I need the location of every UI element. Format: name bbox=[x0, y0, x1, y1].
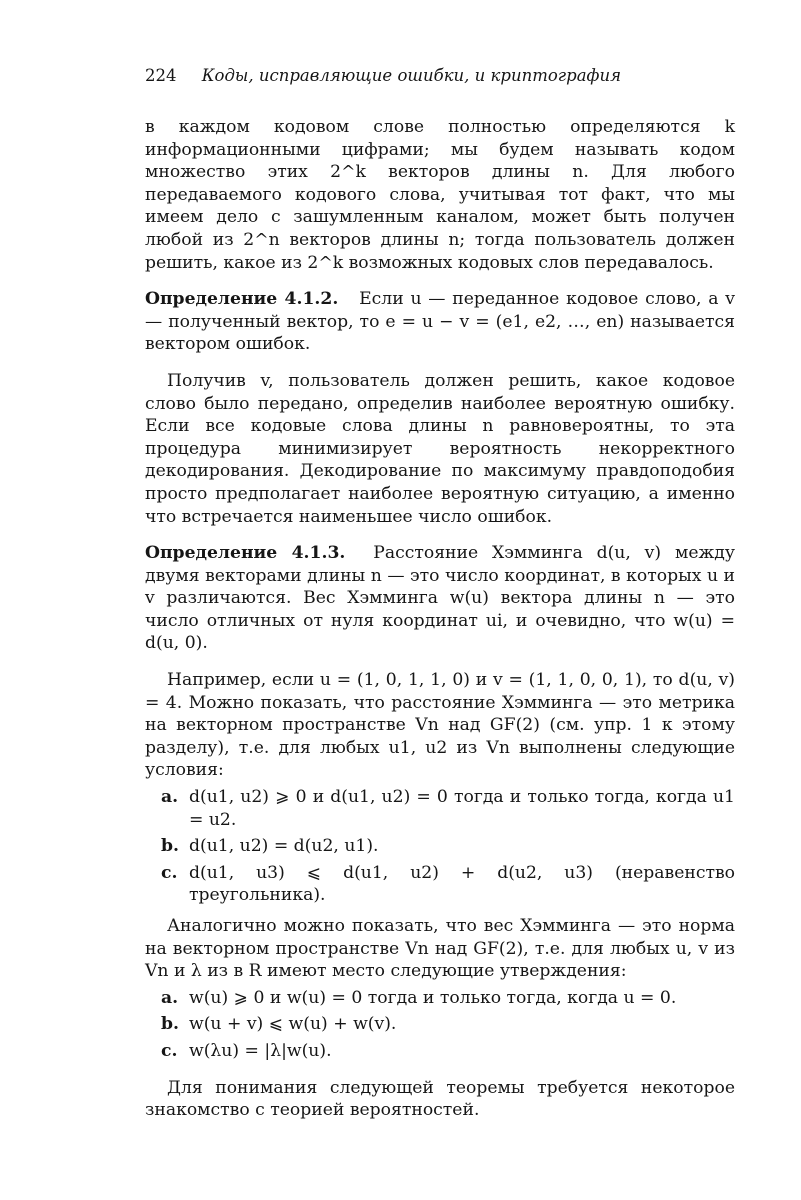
norm-conditions-list bbox=[161, 987, 735, 1063]
item-text: d(u1, u2) = d(u2, u1). bbox=[189, 836, 379, 857]
list-item bbox=[161, 786, 735, 831]
paragraph-decoding: Получив v, пользователь должен решить, какое кодовое слово было передано, определив наиболее вероятную ошибку. Если все кодовые слова длины n равновероятны, то эта процедура минимизирует вероятность некорректного декодирования. Декодирование по максимуму правдоподобия просто предполагает наиболее вероятную ситуацию, а именно что встречается наименьшее число ошибок. bbox=[145, 370, 735, 527]
item-marker: b. bbox=[161, 836, 180, 857]
item-text: w(u + v) ⩽ w(u) + w(v). bbox=[189, 1014, 397, 1035]
definition-label: Определение 4.1.2. bbox=[145, 289, 339, 310]
item-text: w(λu) = |λ|w(u). bbox=[189, 1040, 332, 1061]
paragraph-code-intro: в каждом кодовом слове полностью определяются k информационными цифрами; мы будем называть кодом множество этих 2^k векторов длины n. Для любого передаваемого кодового слова, учитывая тот факт, что мы имеем дело с зашумленным каналом, может быть получен любой из 2^n векторов длины n; тогда пользователь должен решить, какое из 2^k возможных кодовых слов передавалось. bbox=[145, 117, 735, 273]
page-header bbox=[145, 64, 735, 88]
definition-text: Расстояние Хэмминга d(u, v) между двумя векторами длины n — это число координат, в которых u и v различаются. Вес Хэмминга w(u) вектора длины n — это число отличных от нуля координат ui, и очевидно, что w(u) = d(u, 0). bbox=[145, 543, 735, 654]
definition-label: Определение 4.1.3. bbox=[145, 543, 346, 564]
list-item bbox=[161, 862, 735, 907]
list-item bbox=[161, 835, 735, 858]
definition-4-1-3 bbox=[145, 542, 735, 655]
paragraph-norm: Аналогично можно показать, что вес Хэмминга — это норма на векторном пространстве Vn над GF(2), т.е. для любых u, v из Vn и λ из в R имеют место следующие утверждения: bbox=[145, 916, 735, 982]
item-marker: c. bbox=[161, 862, 178, 883]
item-marker: a. bbox=[161, 787, 179, 808]
paragraph-probability: Для понимания следующей теоремы требуется некоторое знакомство с теорией вероятностей. bbox=[145, 1077, 735, 1121]
list-item bbox=[161, 1013, 735, 1036]
running-title: Коды, исправляющие ошибки, и криптография bbox=[201, 66, 622, 85]
item-marker: b. bbox=[161, 1014, 180, 1035]
item-marker: c. bbox=[161, 1040, 178, 1061]
list-item bbox=[161, 1040, 735, 1063]
definition-4-1-2 bbox=[145, 288, 735, 356]
metric-conditions-list bbox=[161, 786, 735, 907]
paragraph-metric-example: Например, если u = (1, 0, 1, 1, 0) и v = (1, 1, 0, 0, 1), то d(u, v) = 4. Можно показать, что расстояние Хэмминга — это метрика на векторном пространстве Vn над GF(2) (см. упр. 1 к этому разделу), т.е. для любых u1, u2 из Vn выполнены следующие условия: bbox=[145, 670, 735, 781]
list-item bbox=[161, 987, 735, 1010]
item-text: w(u) ⩾ 0 и w(u) = 0 тогда и только тогда, когда u = 0. bbox=[189, 987, 677, 1008]
item-text: d(u1, u3) ⩽ d(u1, u2) + d(u2, u3) (неравенство треугольника). bbox=[189, 862, 735, 906]
definition-text: Если u — переданное кодовое слово, а v — полученный вектор, то e = u − v = (e1, e2, …, en) называется вектором ошибок. bbox=[145, 289, 735, 355]
page-number: 224 bbox=[145, 66, 177, 85]
page bbox=[145, 64, 735, 1122]
item-text: d(u1, u2) ⩾ 0 и d(u1, u2) = 0 тогда и только тогда, когда u1 = u2. bbox=[189, 787, 735, 830]
item-marker: a. bbox=[161, 987, 179, 1008]
